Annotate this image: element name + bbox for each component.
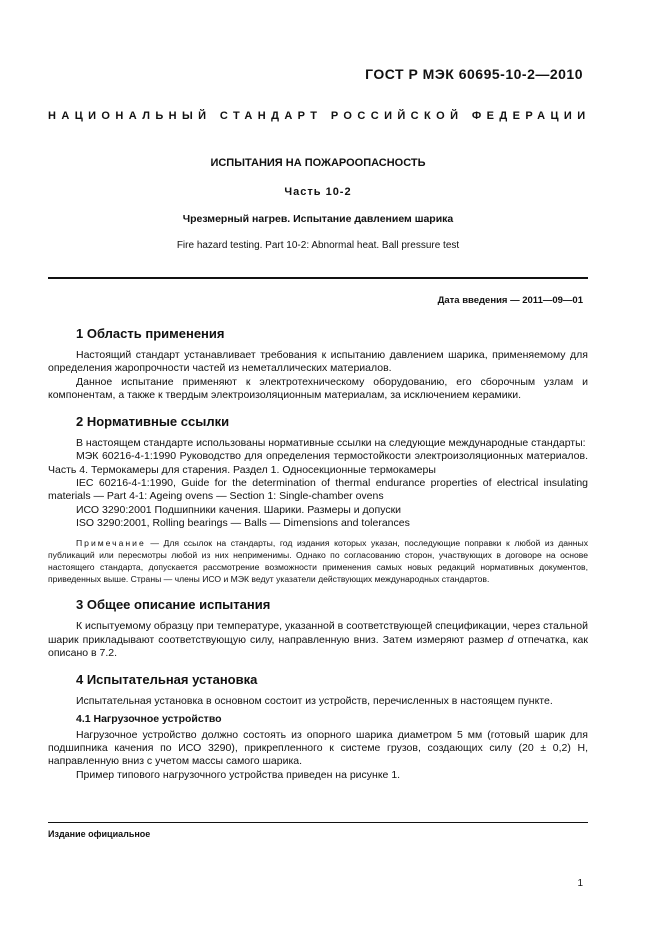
- section-2: [48, 414, 588, 585]
- note: [48, 538, 588, 585]
- part-label: Часть 10-2: [284, 186, 352, 198]
- reference-item: МЭК 60216-4-1:1990 Руководство для определения термостойкости электроизоляционных материалов. Часть 4. Термокамеры для старения. Раздел 1. Односекционные термокамеры: [48, 450, 588, 476]
- reference-item: IEC 60216-4-1:1990, Guide for the determination of thermal endurance properties of electrical insulating materials — Part 4-1: Ageing ovens — Section 1: Single-chamber ovens: [48, 477, 588, 503]
- paragraph: Данное испытание применяют к электротехническому оборудованию, его сборочным узлам и компонентам, а также к твердым электроизоляционным материалам, за исключением керамики.: [48, 375, 588, 401]
- paragraph: [48, 620, 588, 660]
- effective-date: Дата введения — 2011—09—01: [437, 295, 583, 306]
- reference-item: ИСО 3290:2001 Подшипники качения. Шарики. Размеры и допуски: [76, 503, 402, 516]
- edition-label: Издание официальное: [48, 829, 151, 839]
- paragraph-text: отпечатка, как описано в 7.2.: [48, 633, 588, 660]
- document-subtitle: Чрезмерный нагрев. Испытание давлением шарика: [182, 213, 454, 225]
- paragraph: В настоящем стандарте использованы нормативные ссылки на следующие международные стандарты:: [76, 437, 586, 450]
- note-label: Примечание: [76, 538, 146, 549]
- english-title: Fire hazard testing. Part 10-2: Abnormal heat. Ball pressure test: [176, 240, 460, 251]
- document-title: ИСПЫТАНИЯ НА ПОЖАРООПАСНОСТЬ: [210, 157, 426, 169]
- reference-item: ISO 3290:2001, Rolling bearings — Balls — Dimensions and tolerances: [76, 516, 410, 529]
- paragraph-text: К испытуемому образцу при температуре, указанной в соответствующей спецификации, через стальной шарик прикладывают соответствующую силу, направленную вниз. Затем измеряют размер: [48, 620, 588, 646]
- section-3: [48, 597, 588, 660]
- section-1: [48, 326, 588, 402]
- section-heading: 2 Нормативные ссылки: [76, 414, 230, 430]
- note-text: — Для ссылок на стандарты, год издания которых указан, последующие поправки к любой из данных публикаций или пересмотры любой из них неприменимы. Однако по согласованию сторон, участвующих в договоре на основе настоящего стандарта, допускается рассмотрение возможности применения самых новых редакций нормативных документов, приведенных выше. Страны — члены ИСО и МЭК ведут указатели действующих международных стандартов.: [48, 538, 589, 584]
- header-divider: [48, 277, 588, 279]
- document-body: [48, 326, 588, 782]
- footer-divider: [48, 822, 588, 823]
- variable-d: d: [507, 633, 514, 646]
- paragraph: Испытательная установка в основном состоит из устройств, перечисленных в настоящем пункте.: [76, 695, 553, 708]
- page-number: 1: [577, 878, 583, 889]
- subsection-heading: 4.1 Нагрузочное устройство: [76, 712, 222, 725]
- paragraph: Нагрузочное устройство должно состоять из опорного шарика диаметром 5 мм (готовый шарик для подшипника качения по ИСО 3290), прикрепленного к системе грузов, создающих силу (20 ± 0,2) Н, направленную вниз с учетом массы самого шарика.: [48, 728, 588, 768]
- paragraph: Настоящий стандарт устанавливает требования к испытанию давлением шарика, применяемому для определения жаропрочности частей из неметаллических материалов.: [48, 349, 588, 375]
- section-heading: 4 Испытательная установка: [76, 672, 258, 688]
- paragraph: Пример типового нагрузочного устройства приведен на рисунке 1.: [76, 768, 401, 781]
- section-heading: 1 Область применения: [76, 326, 225, 341]
- document-id: ГОСТ Р МЭК 60695-10-2—2010: [365, 66, 583, 82]
- section-heading: 3 Общее описание испытания: [76, 597, 271, 613]
- national-standard-banner: НАЦИОНАЛЬНЫЙ СТАНДАРТ РОССИЙСКОЙ ФЕДЕРАЦИИ: [48, 110, 591, 122]
- section-4: [48, 672, 588, 781]
